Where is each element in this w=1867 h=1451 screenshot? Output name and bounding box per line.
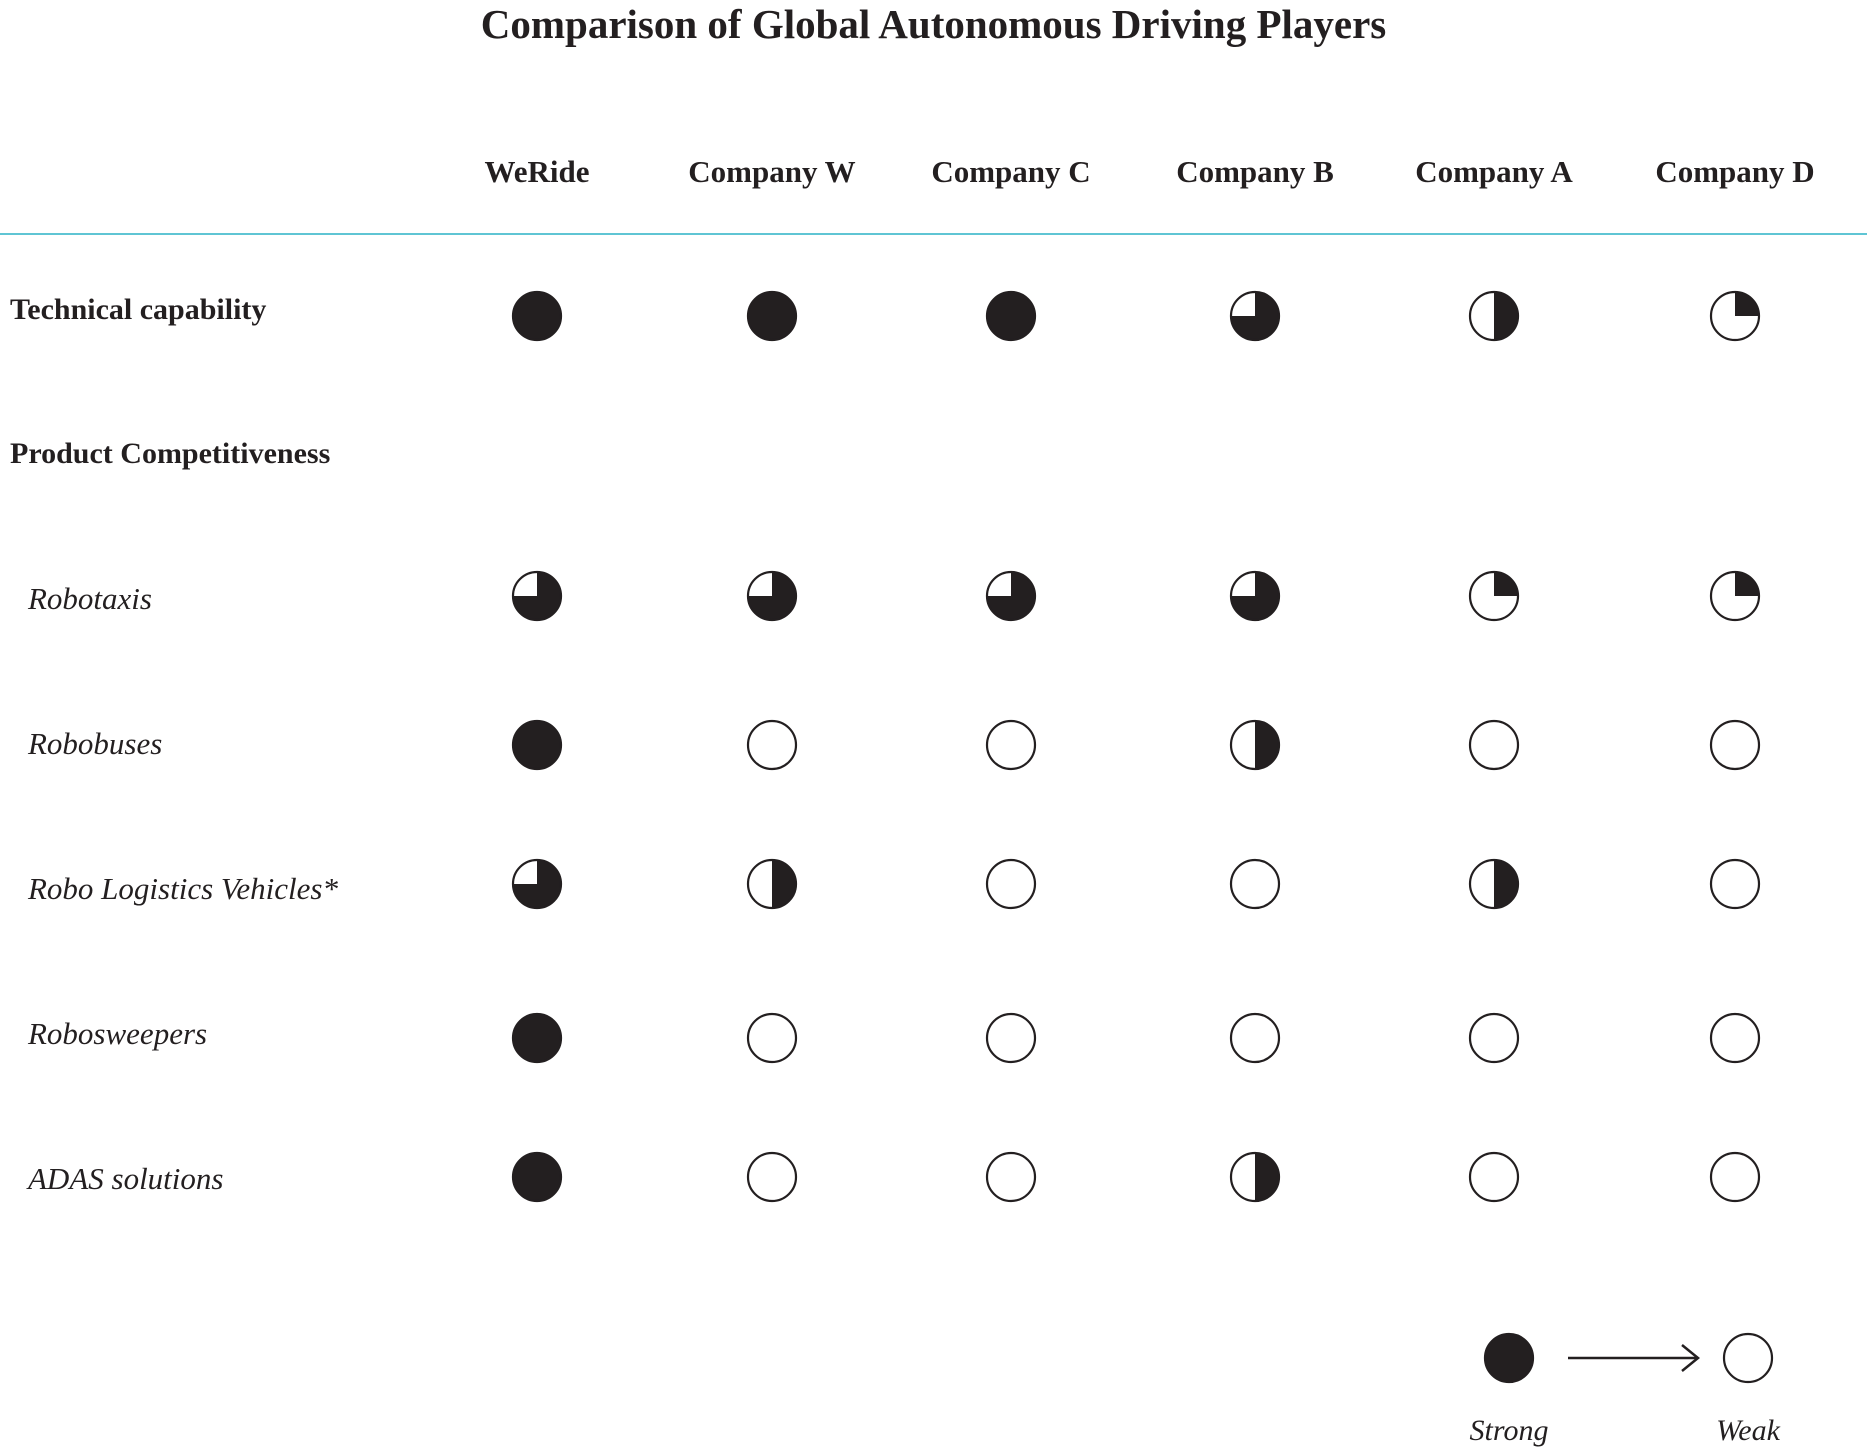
harvey-ball-row6-company-w — [748, 1153, 796, 1201]
harvey-ball-row5-weride — [513, 1014, 561, 1062]
harvey-ball-row6-weride — [513, 1153, 561, 1201]
harvey-ball-row6-company-c — [987, 1153, 1035, 1201]
harvey-ball-row0-weride — [513, 292, 561, 340]
column-header-company-c: Company C — [931, 154, 1091, 189]
harvey-ball-row0-company-b — [1231, 292, 1279, 340]
legend-weak-label: Weak — [1716, 1414, 1780, 1447]
legend-strong-ball — [1485, 1334, 1533, 1382]
harvey-ball-row0-company-c — [987, 292, 1035, 340]
chart-title: Comparison of Global Autonomous Driving Players — [480, 1, 1387, 47]
row-label-robo-logistics-vehicles: Robo Logistics Vehicles* — [28, 871, 338, 906]
legend-weak-ball — [1724, 1334, 1772, 1382]
harvey-ball-row5-company-a — [1470, 1014, 1518, 1062]
column-header-company-d: Company D — [1655, 154, 1815, 189]
harvey-ball-row4-weride — [513, 860, 561, 908]
row-label-adas-solutions: ADAS solutions — [28, 1161, 224, 1196]
harvey-ball-row5-company-c — [987, 1014, 1035, 1062]
column-header-weride: WeRide — [484, 154, 590, 189]
harvey-ball-row4-company-b — [1231, 860, 1279, 908]
harvey-ball-row0-company-d — [1711, 292, 1759, 340]
harvey-ball-row3-company-a — [1470, 721, 1518, 769]
harvey-ball-row2-company-b — [1231, 572, 1279, 620]
harvey-ball-row2-company-a — [1470, 572, 1518, 620]
row-label-robosweepers: Robosweepers — [28, 1016, 208, 1051]
harvey-ball-row3-company-d — [1711, 721, 1759, 769]
harvey-ball-row4-company-w — [748, 860, 796, 908]
harvey-ball-row3-weride — [513, 721, 561, 769]
harvey-ball-row3-company-w — [748, 721, 796, 769]
column-header-company-a: Company A — [1415, 154, 1573, 189]
harvey-ball-row6-company-b — [1231, 1153, 1279, 1201]
row-label-technical-capability: Technical capability — [10, 293, 267, 326]
harvey-ball-row0-company-a — [1470, 292, 1518, 340]
column-header-company-w: Company W — [688, 154, 856, 189]
legend-strong-label: Strong — [1469, 1414, 1549, 1447]
harvey-ball-row2-company-w — [748, 572, 796, 620]
harvey-ball-row6-company-d — [1711, 1153, 1759, 1201]
harvey-ball-row6-company-a — [1470, 1153, 1518, 1201]
harvey-ball-row3-company-c — [987, 721, 1035, 769]
harvey-ball-row0-company-w — [748, 292, 796, 340]
harvey-ball-row3-company-b — [1231, 721, 1279, 769]
row-label-robobuses: Robobuses — [28, 726, 163, 761]
harvey-ball-row2-company-c — [987, 572, 1035, 620]
column-header-company-b: Company B — [1176, 154, 1334, 189]
harvey-ball-row4-company-d — [1711, 860, 1759, 908]
harvey-ball-row5-company-b — [1231, 1014, 1279, 1062]
harvey-ball-row2-weride — [513, 572, 561, 620]
harvey-ball-row5-company-d — [1711, 1014, 1759, 1062]
row-label-product-competitiveness: Product Competitiveness — [10, 437, 331, 470]
legend-arrow-icon — [1568, 1345, 1698, 1371]
harvey-ball-row4-company-c — [987, 860, 1035, 908]
harvey-ball-row5-company-w — [748, 1014, 796, 1062]
harvey-ball-row4-company-a — [1470, 860, 1518, 908]
harvey-ball-row2-company-d — [1711, 572, 1759, 620]
row-label-robotaxis: Robotaxis — [28, 581, 152, 616]
